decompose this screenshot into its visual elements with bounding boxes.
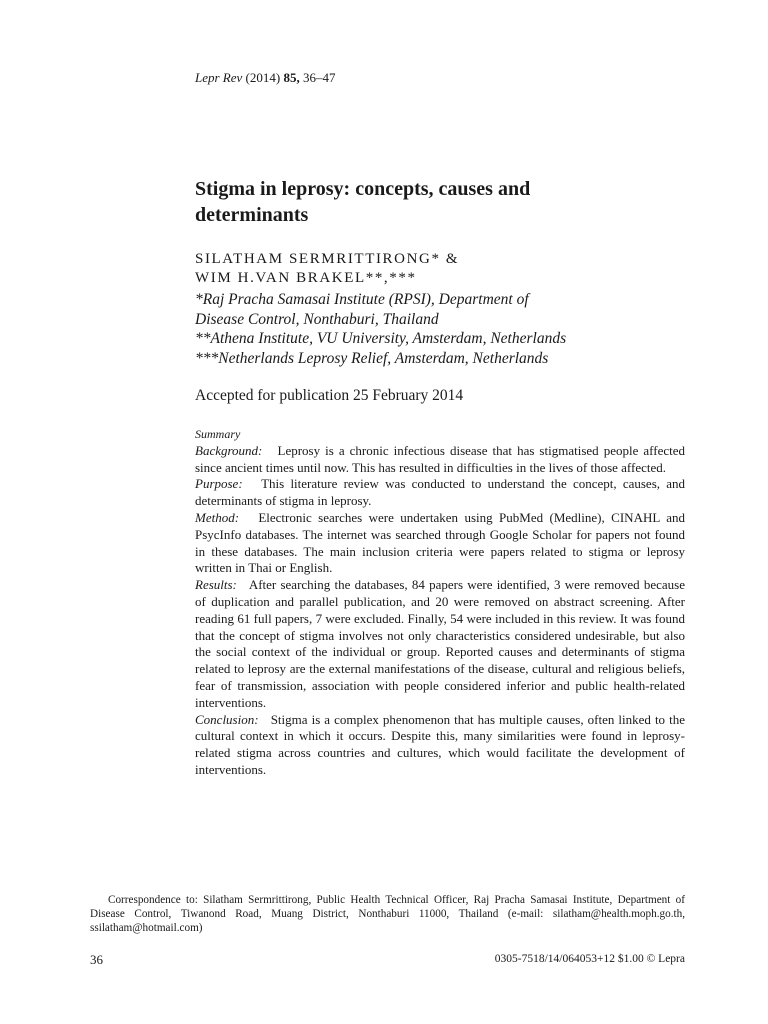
affiliation-list [195, 290, 566, 368]
correspondence-note: Correspondence to: Silatham Sermrittirong, Public Health Technical Officer, Raj Pracha Samasai Institute, Department of Disease Control, Tiwanond Road, Muang District, Nonthaburi 11000, Thailand (e-mail: silatham@health.moph.go.th, ssilatham@hotmail.com) [90, 894, 685, 934]
journal-volume: 85, [283, 70, 300, 85]
page-number: 36 [90, 952, 103, 967]
author-line: SILATHAM SERMRITTIRONG* & [195, 251, 460, 267]
section-label: Background: [195, 442, 263, 458]
section-label: Method: [195, 509, 240, 525]
journal-citation [195, 70, 335, 86]
abstract-section-conclusion [195, 712, 685, 779]
section-text: Stigma is a complex phenomenon that has multiple causes, often linked to the cultural context in which it occurs. Despite this, many similarities were found in leprosy-related stigma across countries and cultures, which would facilitate the development of interventions. [195, 711, 685, 777]
accepted-date: Accepted for publication 25 February 2014 [195, 387, 464, 404]
affiliation-line: *Raj Pracha Samasai Institute (RPSI), Department of [195, 291, 529, 308]
abstract-heading: Summary [195, 427, 241, 441]
journal-name: Lepr Rev [195, 70, 243, 85]
journal-pages: 36–47 [302, 70, 336, 85]
abstract-section-method [195, 510, 685, 577]
abstract-section-purpose [195, 476, 685, 510]
author-line: WIM H.VAN BRAKEL**,*** [195, 270, 417, 286]
issn-copyright: 0305-7518/14/064053+12 $1.00 © Lepra [494, 953, 685, 965]
section-text: Leprosy is a chronic infectious disease that has stigmatised people affected since ancient times until now. This has resulted in difficulties in the lives of those affected. [195, 442, 685, 475]
section-label: Conclusion: [195, 711, 259, 727]
section-text: This literature review was conducted to understand the concept, causes, and determinants of stigma in leprosy. [195, 476, 685, 509]
affiliation-line: **Athena Institute, VU University, Amsterdam, Netherlands [195, 330, 567, 347]
affiliation-line: Disease Control, Nonthaburi, Thailand [195, 310, 439, 328]
affiliation-line: ***Netherlands Leprosy Relief, Amsterdam, Netherlands [195, 349, 549, 367]
section-label: Results: [195, 577, 237, 593]
abstract [195, 426, 685, 779]
section-text: After searching the databases, 84 papers were identified, 3 were removed because of duplication and parallel publication, and 20 were removed on abstract screening. After reading 61 full papers, 7 were excluded. Finally, 54 were included in this review. It was found that the concept of stigma involves not only characteristics considered undesirable, but also the social context of the individual or group. Reported causes and determinants of stigma related to leprosy are the external manifestations of the disease, cultural and religious beliefs, fear of transmission, association with people considered inferior and public health-related interventions. [195, 577, 685, 710]
author-list [195, 250, 459, 288]
abstract-section-results [195, 577, 685, 711]
article-title: Stigma in leprosy: concepts, causes and determinants [195, 178, 531, 226]
section-label: Purpose: [195, 476, 243, 492]
section-text: Electronic searches were undertaken using PubMed (Medline), CINAHL and PsycInfo databases. The internet was searched through Google Scholar for papers not found in these databases. The main inclusion criteria were papers related to stigma or leprosy written in Thai or English. [195, 509, 685, 576]
abstract-section-background [195, 443, 685, 477]
journal-year: (2014) [245, 70, 281, 85]
